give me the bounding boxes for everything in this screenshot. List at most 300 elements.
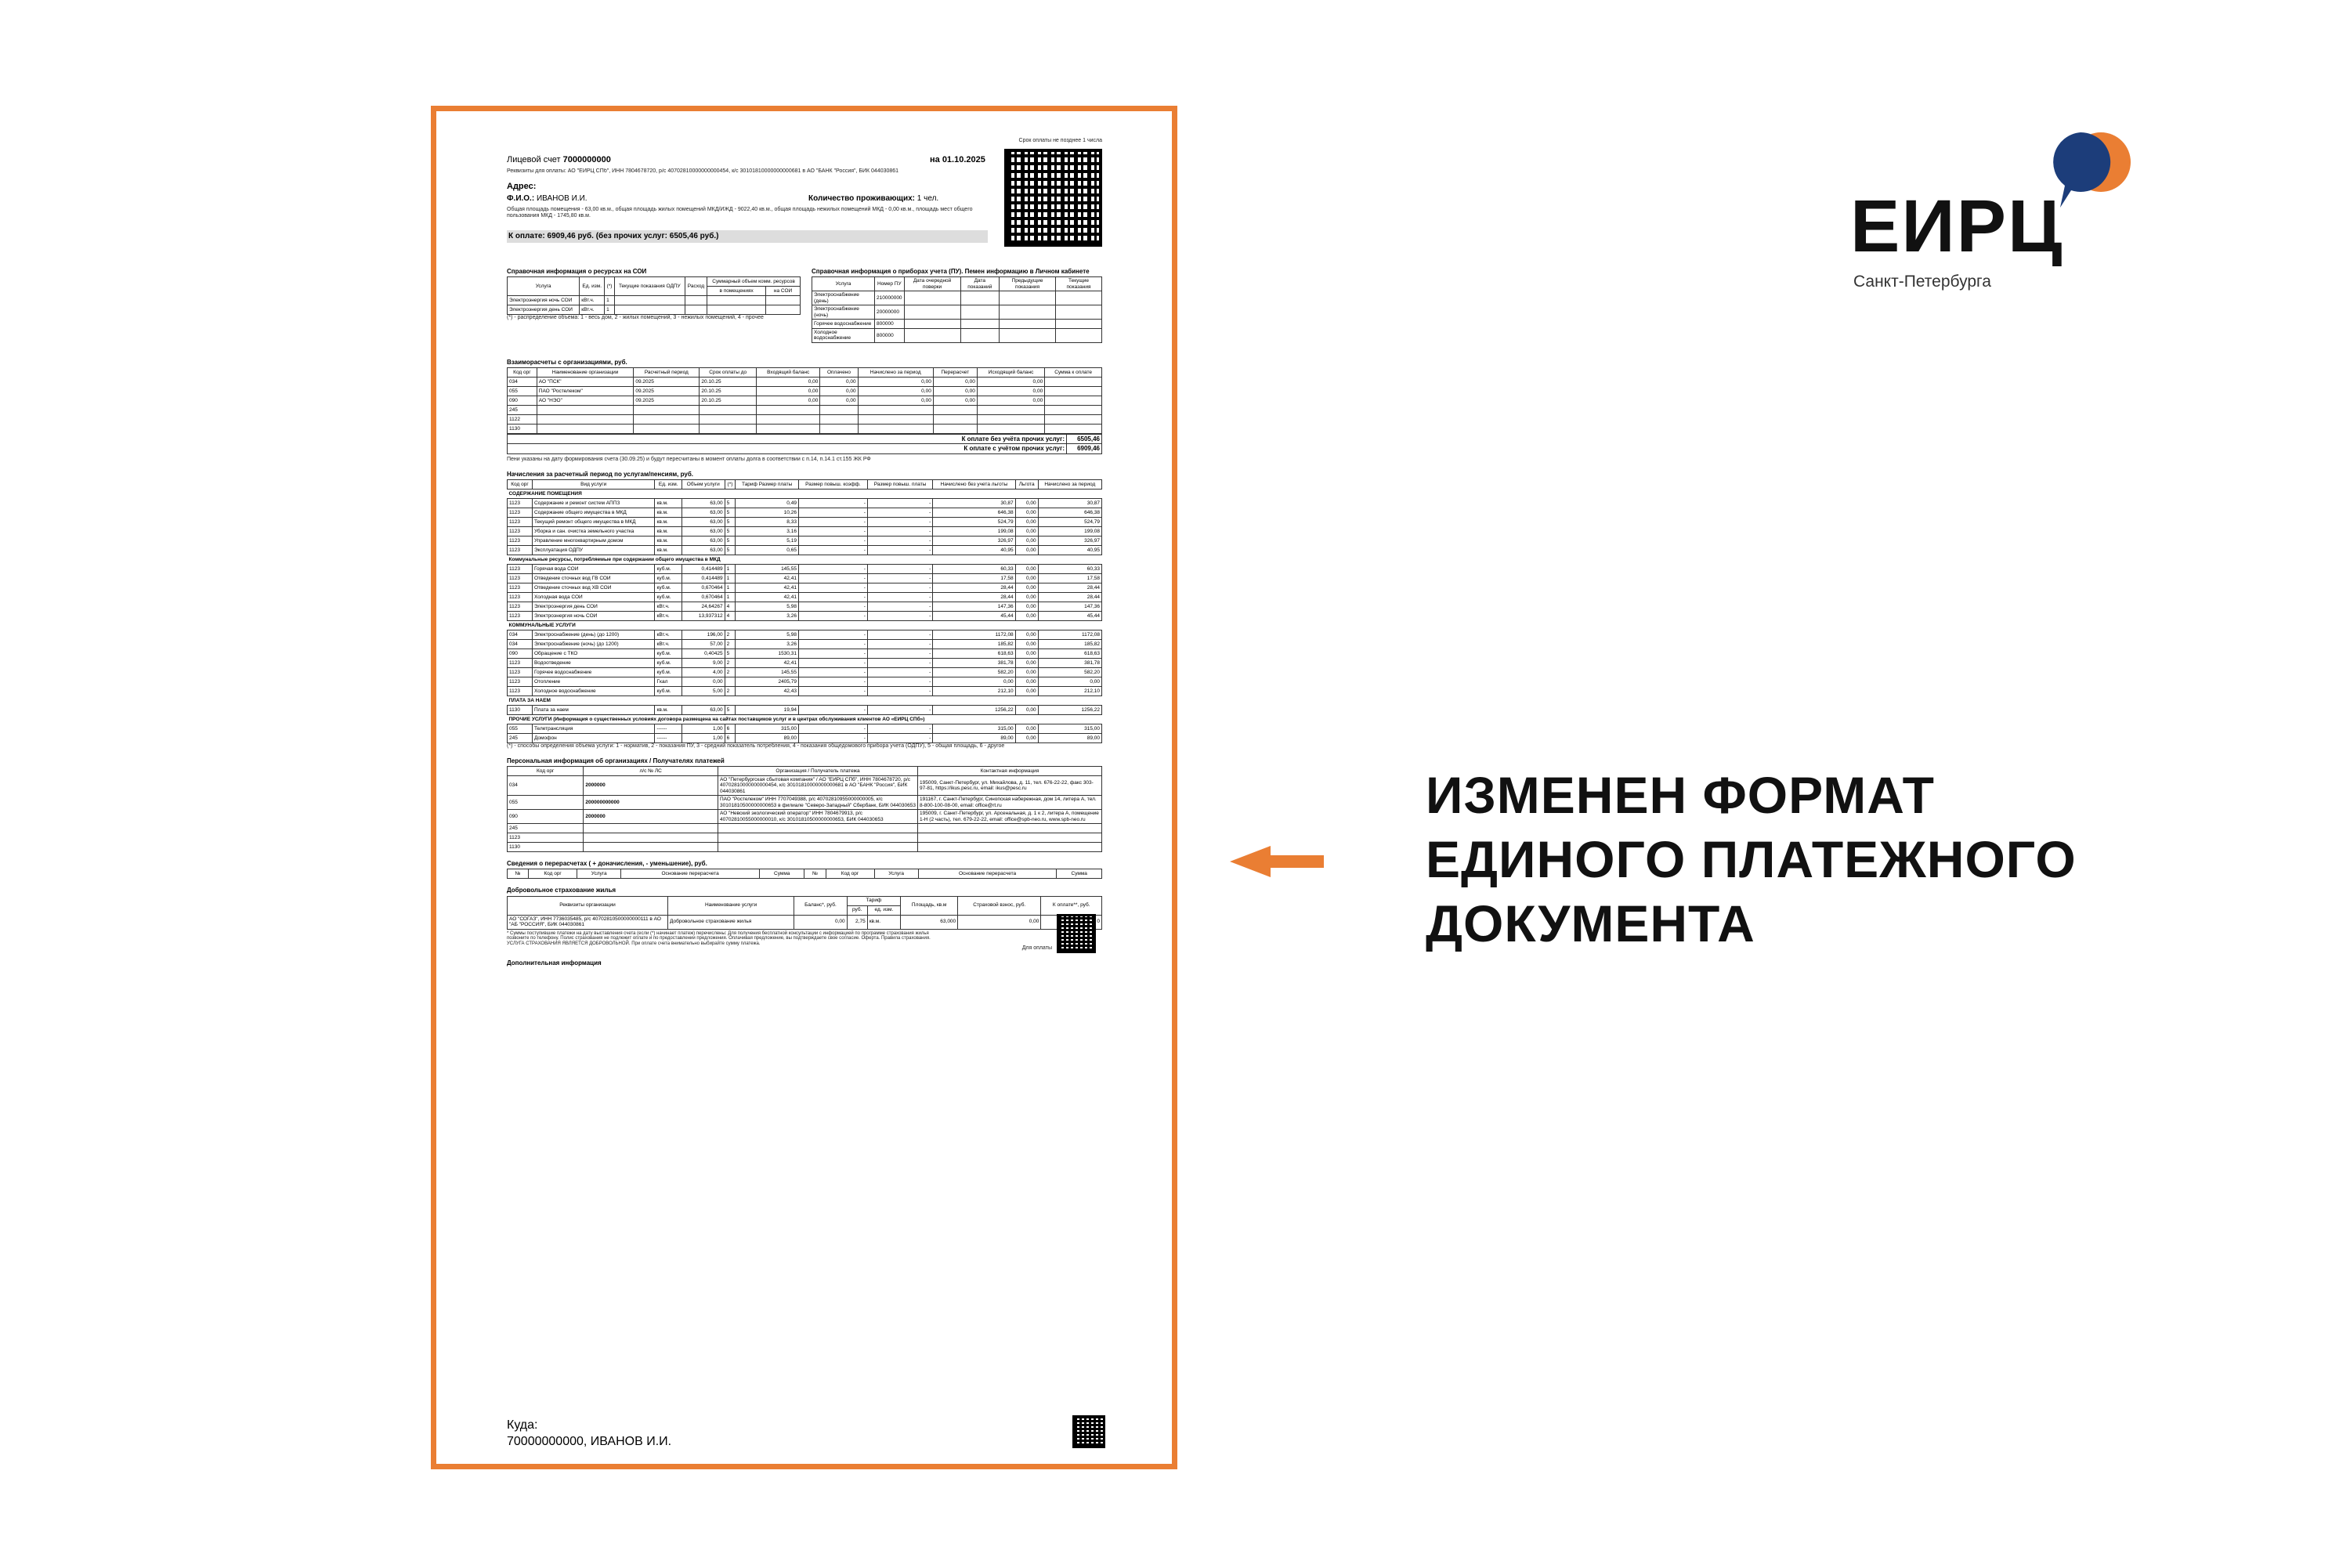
mutual-cell (757, 406, 820, 415)
mutual-col-header: Код орг (508, 368, 537, 378)
mutual-cell: 0,00 (858, 387, 933, 396)
charge-cell: - (798, 667, 867, 677)
charge-cell: 0,00 (1015, 564, 1038, 573)
mutual-cell: 0,00 (977, 378, 1044, 387)
mutual-cell: 0,00 (820, 387, 858, 396)
charge-cell: 4,00 (682, 667, 725, 677)
ins-col-fee: Страховой взнос, руб. (958, 896, 1041, 915)
mutual-cell (1045, 406, 1102, 415)
charge-cell: - (867, 526, 932, 536)
org-row (508, 810, 1102, 824)
charge-cell: 381,78 (933, 658, 1015, 667)
charge-cell: - (867, 658, 932, 667)
mutual-cell (933, 415, 977, 425)
ins-col-tariff-unit: ед. изм. (867, 905, 900, 915)
charge-cell: 2 (725, 686, 736, 695)
account-line (507, 155, 611, 165)
charge-cell: 0,00 (1015, 508, 1038, 517)
charge-cell: 0,00 (1015, 573, 1038, 583)
soi-section (507, 260, 801, 343)
charge-cell: кВт.ч. (655, 639, 682, 649)
charge-cell: кв.м. (655, 498, 682, 508)
charge-cell (725, 677, 736, 686)
charge-cell: Электроснабжение (ночь) (до 1200) (532, 639, 655, 649)
charge-cell: 63,00 (682, 517, 725, 526)
org-cell: 1123 (508, 833, 584, 843)
total-with-other-value: 6909,46 (1067, 444, 1102, 453)
charge-cell: - (867, 545, 932, 555)
mutual-cell: 0,00 (820, 396, 858, 406)
insurance-qr-code (1057, 914, 1096, 953)
charge-cell: 40,95 (933, 545, 1015, 555)
envelope-qr-code (1072, 1415, 1105, 1448)
insurance-section (507, 887, 1102, 952)
soi-note: (*) - распределение объема: 1 - весь дом, 2 - жилых помещений, 3 - нежилых помещений, 4 - прочее (507, 315, 764, 321)
ins-cell: 0,00 (958, 915, 1041, 929)
ins-col-balance: Баланс*, руб. (794, 896, 847, 915)
mutual-cell: 090 (508, 396, 537, 406)
mutual-cell: 09.2025 (634, 378, 700, 387)
charge-cell: 6 (725, 724, 736, 733)
soi-col-total: Суммарный объем комм. ресурсов (707, 277, 801, 287)
mutual-cell: 0,00 (757, 387, 820, 396)
org-cell: 200000000000 (584, 796, 718, 810)
insurance-row (508, 915, 1102, 929)
meter-cell (1056, 305, 1102, 320)
account-label: Лицевой счет (507, 155, 561, 164)
charge-cell: 28,44 (1038, 592, 1101, 602)
charge-cell: куб.м. (655, 649, 682, 658)
arrow-left-icon (1230, 846, 1324, 877)
charge-cell: 315,00 (736, 724, 799, 733)
mutual-cell: 0,00 (977, 396, 1044, 406)
document-body (507, 138, 1102, 968)
charge-cell: 646,38 (1038, 508, 1101, 517)
charge-row (508, 705, 1102, 714)
meter-cell (904, 305, 960, 320)
meter-col: Текущие показания (1056, 277, 1102, 291)
total-with-other-label: К оплате с учётом прочих услуг: (508, 444, 1067, 453)
charge-cell: 1123 (508, 508, 533, 517)
org-cell: 195009, Санкт-Петербург, ул. Михайлова, д. 11, тел. 676-22-22, факс 303-97-81, https://ikus.pesc.ru, email: ikus@pesc.ru (918, 775, 1102, 795)
charge-cell: Отведение сточных вод ГВ СОИ (532, 573, 655, 583)
charge-cell: 28,44 (933, 592, 1015, 602)
soi-cell (766, 305, 801, 315)
charge-row (508, 498, 1102, 508)
charge-cell: 147,36 (1038, 602, 1101, 611)
mutual-cell (700, 415, 757, 425)
recalc-col-header: № (508, 869, 529, 879)
charge-cell: куб.м. (655, 686, 682, 695)
soi-row (508, 305, 801, 315)
mutual-cell: 1130 (508, 425, 537, 434)
residents-line (808, 194, 938, 204)
charge-cell: 1 (725, 592, 736, 602)
charge-cell: 5 (725, 705, 736, 714)
meter-col: Номер ПУ (875, 277, 905, 291)
mutual-cell (977, 406, 1044, 415)
org-cell: АО "Невский экологический оператор" ИНН 7804679913, р/с 40702810055000000010, к/с 30101810500000000653, БИК 044030653 (718, 810, 918, 824)
meter-cell (1000, 320, 1056, 329)
charge-cell: 1123 (508, 573, 533, 583)
charge-col-header: Код орг (508, 479, 533, 489)
mutual-cell: 0,00 (977, 387, 1044, 396)
meter-cell (960, 291, 999, 305)
recalc-section (507, 860, 1102, 879)
charge-cell: - (798, 630, 867, 639)
soi-col-service: Услуга (508, 277, 580, 296)
org-cell: 2000000 (584, 775, 718, 795)
total-no-other-value: 6505,46 (1067, 435, 1102, 444)
charge-row (508, 564, 1102, 573)
charge-cell: 2 (725, 667, 736, 677)
charge-cell: куб.м. (655, 658, 682, 667)
recalc-col-header: Основание перерасчета (621, 869, 760, 879)
to-pay-banner: К оплате: 6909,46 руб. (без прочих услуг: 6505,46 руб.) (507, 230, 988, 243)
meter-cell (1056, 329, 1102, 343)
charge-cell: Холодная вода СОИ (532, 592, 655, 602)
charge-cell: 0,00 (1015, 545, 1038, 555)
ins-col-topay: К оплате**, руб. (1041, 896, 1102, 915)
charge-cell: Телетрансляция (532, 724, 655, 733)
mutual-cell: 20.10.25 (700, 387, 757, 396)
mutual-cell (1045, 396, 1102, 406)
charge-cell: 1123 (508, 611, 533, 620)
ins-cell: 2,75 (847, 915, 867, 929)
charge-cell: 1123 (508, 536, 533, 545)
charge-cell: 055 (508, 724, 533, 733)
charge-cell: Управление многоквартирным домом (532, 536, 655, 545)
charge-cell: Водоотведение (532, 658, 655, 667)
mutual-col-header: Наименование организации (537, 368, 634, 378)
charge-cell: - (867, 498, 932, 508)
charge-cell: - (798, 677, 867, 686)
mutual-cell: 0,00 (820, 378, 858, 387)
charge-cell: 63,00 (682, 498, 725, 508)
charge-cell: - (867, 630, 932, 639)
ins-cell: 0,00 (794, 915, 847, 929)
charge-cell: Эксплуатация ОДПУ (532, 545, 655, 555)
charge-cell: куб.м. (655, 573, 682, 583)
recalc-col-header: Услуга (874, 869, 918, 879)
charge-cell: 0,00 (1015, 630, 1038, 639)
meter-col: Дата очередной поверки (904, 277, 960, 291)
to-value: 70000000000, ИВАНОВ И.И. (507, 1434, 672, 1448)
charge-cell: ------ (655, 724, 682, 733)
meter-cell (960, 329, 999, 343)
charge-row (508, 677, 1102, 686)
org-row (508, 775, 1102, 795)
charge-cell: 6 (725, 733, 736, 742)
charge-cell: 63,00 (682, 545, 725, 555)
charge-cell: - (798, 517, 867, 526)
charge-cell: Уборка и сан. очистка земельного участка (532, 526, 655, 536)
meter-cell: 210000000 (875, 291, 905, 305)
charge-cell: - (798, 686, 867, 695)
charge-cell: 8,33 (736, 517, 799, 526)
logo-text: ЕИРЦ (1850, 185, 2064, 268)
soi-cell: 1 (605, 296, 615, 305)
mutual-cell (933, 406, 977, 415)
charge-cell: Электроснабжение (день) (до 1200) (532, 630, 655, 639)
meter-cell (1000, 329, 1056, 343)
charge-cell: 0,00 (1015, 705, 1038, 714)
charge-cell: кв.м. (655, 508, 682, 517)
meter-row (812, 320, 1102, 329)
mutual-cell: 0,00 (933, 378, 977, 387)
charge-cell: 89,00 (933, 733, 1015, 742)
mutual-col-header: Срок оплаты до (700, 368, 757, 378)
mutual-cell: 0,00 (858, 396, 933, 406)
charge-cell: 5 (725, 498, 736, 508)
mutual-cell (858, 425, 933, 434)
logo-subtitle: Санкт-Петербурга (1853, 273, 1991, 291)
meter-cell (1000, 291, 1056, 305)
mutual-cell: 245 (508, 406, 537, 415)
charge-cell: 145,55 (736, 564, 799, 573)
charge-cell: 28,44 (1038, 583, 1101, 592)
charge-cell: куб.м. (655, 564, 682, 573)
org-row (508, 824, 1102, 833)
charge-row (508, 602, 1102, 611)
requisites: Реквизиты для оплаты: АО "ЕИРЦ СПб", ИНН 7804678720, р/с 40702810000000000454, к/с 30101810000000000681 в АО "БАНК "Россия", БИК 044030861 (507, 168, 899, 174)
charge-cell: 1123 (508, 592, 533, 602)
mutual-cell: АО "ПСК" (537, 378, 634, 387)
charge-cell: 0,00 (1015, 733, 1038, 742)
charge-group-row (508, 695, 1102, 705)
mutual-cell: 0,00 (858, 378, 933, 387)
mutual-cell (977, 415, 1044, 425)
charge-cell: 63,00 (682, 536, 725, 545)
charge-cell: 1123 (508, 498, 533, 508)
soi-cell (685, 305, 707, 315)
charge-cell: 034 (508, 630, 533, 639)
insurance-title: Добровольное страхование жилья (507, 887, 616, 894)
charge-cell: 24,64267 (682, 602, 725, 611)
charge-cell: - (798, 658, 867, 667)
charge-cell: 42,41 (736, 592, 799, 602)
charge-cell: - (867, 517, 932, 526)
charge-cell: 582,20 (1038, 667, 1101, 677)
charge-cell: 0,670464 (682, 583, 725, 592)
charge-cell: 5,00 (682, 686, 725, 695)
charge-cell: 17,58 (1038, 573, 1101, 583)
charge-cell: кв.м. (655, 517, 682, 526)
charge-cell: 5 (725, 517, 736, 526)
insurance-qr-caption: Для оплаты (1021, 945, 1052, 952)
meter-cell (904, 320, 960, 329)
meter-cell (904, 329, 960, 343)
additional-info-title: Дополнительная информация (507, 959, 602, 967)
charge-cell: 2 (725, 639, 736, 649)
mutual-col-header: Расчетный период (634, 368, 700, 378)
mutual-cell (820, 406, 858, 415)
soi-cell (707, 305, 766, 315)
orgs-section (507, 757, 1102, 852)
mutual-cell: ПАО "Ростелеком" (537, 387, 634, 396)
charge-group-title: ПЛАТА ЗА НАЕМ (508, 695, 1102, 705)
charge-cell: Отопление (532, 677, 655, 686)
org-cell: 2000000 (584, 810, 718, 824)
meter-row (812, 305, 1102, 320)
charge-cell: 0,49 (736, 498, 799, 508)
charge-cell: 524,79 (933, 517, 1015, 526)
charge-cell: 0,00 (1015, 602, 1038, 611)
charge-row (508, 724, 1102, 733)
org-cell (584, 833, 718, 843)
charge-cell: 0,414489 (682, 564, 725, 573)
soi-row (508, 296, 801, 305)
charge-cell: 199,08 (1038, 526, 1101, 536)
charge-cell: 0,00 (1015, 583, 1038, 592)
charge-cell: - (867, 583, 932, 592)
penalty-note: Пени указаны на дату формирования счета (30.09.25) и будут пересчитаны в момент оплаты долга в соответствии с п.14, п.14.1 ст.155 ЖК РФ (507, 456, 871, 462)
charge-cell: - (867, 724, 932, 733)
soi-cell (766, 296, 801, 305)
headline-line-3: ДОКУМЕНТА (1426, 894, 1755, 952)
charge-cell: 0,00 (933, 677, 1015, 686)
payment-document (431, 106, 1177, 1469)
charges-note: (*) - способы определения объема услуги: 1 - норматив, 2 - показания ПУ, 3 - средний показатель потребления, 4 - показания общедомового прибора учета (ОДПУ), 5 - общая площадь, 6 - другое (507, 742, 1005, 749)
charge-cell: - (798, 611, 867, 620)
charge-cell: 1 (725, 573, 736, 583)
mutual-cell (634, 415, 700, 425)
org-col-header: Код орг (508, 766, 584, 775)
org-row (508, 833, 1102, 843)
charge-cell: 1123 (508, 545, 533, 555)
org-row (508, 796, 1102, 810)
mutual-col-header: Исходящий баланс (977, 368, 1044, 378)
insurance-note: * Суммы поступившие платежи на дату выставления счета (если (*) начинает платеж) перечислены: Для получения бесплатной консультации с информацией по программе страхования жилья позвоните по телефону. Полис страхования не подлежит оплате и по предоставлении предложения. Оплачивая предложение, вы подтверждаете свое согласие. Оферта. Правила страхования. УСЛУГА СТРАХОВАНИЯ ЯВЛЯЕТСЯ ДОБРОВОЛЬНОЙ. При оплате счета внимательно выбирайте сумму платежа. (507, 930, 931, 947)
soi-col-consumption: Расход (685, 277, 707, 296)
soi-cell (614, 296, 685, 305)
charge-cell: 2 (725, 658, 736, 667)
ins-cell: 0 (1041, 915, 1102, 929)
charge-cell: 0,00 (1015, 677, 1038, 686)
charge-cell: 0,00 (1038, 677, 1101, 686)
mutual-cell: 0,00 (757, 378, 820, 387)
mutual-row (508, 425, 1102, 434)
charge-cell: 582,20 (933, 667, 1015, 677)
charge-cell: 1530,31 (736, 649, 799, 658)
soi-cell: кВт.ч. (580, 296, 605, 305)
charge-cell: 1256,22 (1038, 705, 1101, 714)
org-cell (918, 824, 1102, 833)
meter-cell (960, 305, 999, 320)
charge-cell: 42,41 (736, 583, 799, 592)
charge-group-row (508, 714, 1102, 724)
charge-cell: 0,00 (682, 677, 725, 686)
due-note: Срок оплаты не позднее 1 числа (1018, 138, 1102, 143)
mutual-col-header: Сумма к оплате (1045, 368, 1102, 378)
document-date: на 01.10.2025 (930, 155, 985, 164)
meters-section (812, 260, 1102, 343)
charge-cell: - (867, 602, 932, 611)
charge-cell: 0,00 (1015, 498, 1038, 508)
org-cell (718, 833, 918, 843)
org-row (508, 843, 1102, 852)
charge-cell: 0,40425 (682, 649, 725, 658)
charge-cell: 0,414489 (682, 573, 725, 583)
soi-col-rooms: в помещениях (707, 287, 766, 296)
mutual-cell: 0,00 (757, 396, 820, 406)
charge-group-row (508, 555, 1102, 564)
ins-cell: АО "СОГАЗ", ИНН 7736035485, р/с 40702810500000000111 в АО "АБ "РОССИЯ", БИК 044030861 (508, 915, 668, 929)
mutual-cell: 0,00 (933, 387, 977, 396)
charge-cell: Плата за наем (532, 705, 655, 714)
charge-group-title: ПРОЧИЕ УСЛУГИ (Информация о существенных условиях договора размещена на сайтах поставщиков услуг и в центрах обслуживания клиентов АО «ЕИРЦ СПб») (508, 714, 1102, 724)
recipient-block (507, 1418, 671, 1451)
charge-cell: Текущий ремонт общего имущества в МКД (532, 517, 655, 526)
charge-cell: 9,00 (682, 658, 725, 667)
residents-value: 1 чел. (916, 194, 939, 203)
soi-title: Справочная информация о ресурсах на СОИ (507, 268, 647, 275)
charge-cell: Гкал (655, 677, 682, 686)
charge-cell: 42,43 (736, 686, 799, 695)
soi-table (507, 276, 801, 315)
mutual-cell: 09.2025 (634, 396, 700, 406)
charge-cell: - (867, 536, 932, 545)
recalc-col-header: Основание перерасчета (918, 869, 1057, 879)
soi-cell: Электроэнергия ночь СОИ (508, 296, 580, 305)
charge-cell: 315,00 (933, 724, 1015, 733)
meter-cell (1000, 305, 1056, 320)
charge-cell: 5,19 (736, 536, 799, 545)
document-header (507, 138, 1102, 240)
charge-cell: 63,00 (682, 508, 725, 517)
charge-cell: 315,00 (1038, 724, 1101, 733)
charge-cell: 199,08 (933, 526, 1015, 536)
org-col-header: л/с № ЛС (584, 766, 718, 775)
soi-col-mode: (*) (605, 277, 615, 296)
meter-cell (1056, 320, 1102, 329)
recalc-col-header: Услуга (577, 869, 621, 879)
soi-cell: кВт.ч. (580, 305, 605, 315)
charge-cell: - (867, 733, 932, 742)
ins-col-service: Наименование услуги (668, 896, 794, 915)
charge-cell: 60,33 (1038, 564, 1101, 573)
mutual-col-header: Перерасчет (933, 368, 977, 378)
charge-row (508, 517, 1102, 526)
mutual-cell (757, 415, 820, 425)
charge-row (508, 508, 1102, 517)
fio-value: ИВАНОВ И.И. (536, 194, 588, 203)
mutual-row (508, 415, 1102, 425)
charge-cell: - (798, 536, 867, 545)
charge-col-header: Начислено за период (1038, 479, 1101, 489)
mutual-cell: АО "НЭО" (537, 396, 634, 406)
charge-row (508, 592, 1102, 602)
org-cell: АО "Петербургская сбытовая компания" / АО "ЕИРЦ СПб", ИНН 7804678720, р/с 40702810000000000454, к/с 30101810000000000681 в АО "БАНК "Россия", БИК 044030861 (718, 775, 918, 795)
charge-cell: 5 (725, 649, 736, 658)
payment-qr-code (1004, 149, 1102, 247)
charge-cell: 212,10 (1038, 686, 1101, 695)
charge-cell: Холодное водоснабжение (532, 686, 655, 695)
charge-cell: куб.м. (655, 592, 682, 602)
charge-cell: кВт.ч. (655, 611, 682, 620)
charge-row (508, 573, 1102, 583)
charge-cell: 1123 (508, 517, 533, 526)
charge-group-title: КОММУНАЛЬНЫЕ УСЛУГИ (508, 620, 1102, 630)
mutual-cell (700, 406, 757, 415)
mutual-cell (537, 406, 634, 415)
meters-table (812, 276, 1102, 343)
fio-line (507, 194, 588, 204)
mutual-row (508, 378, 1102, 387)
charge-cell: 0,00 (1015, 658, 1038, 667)
mutual-cell (1045, 378, 1102, 387)
charge-cell: 245 (508, 733, 533, 742)
